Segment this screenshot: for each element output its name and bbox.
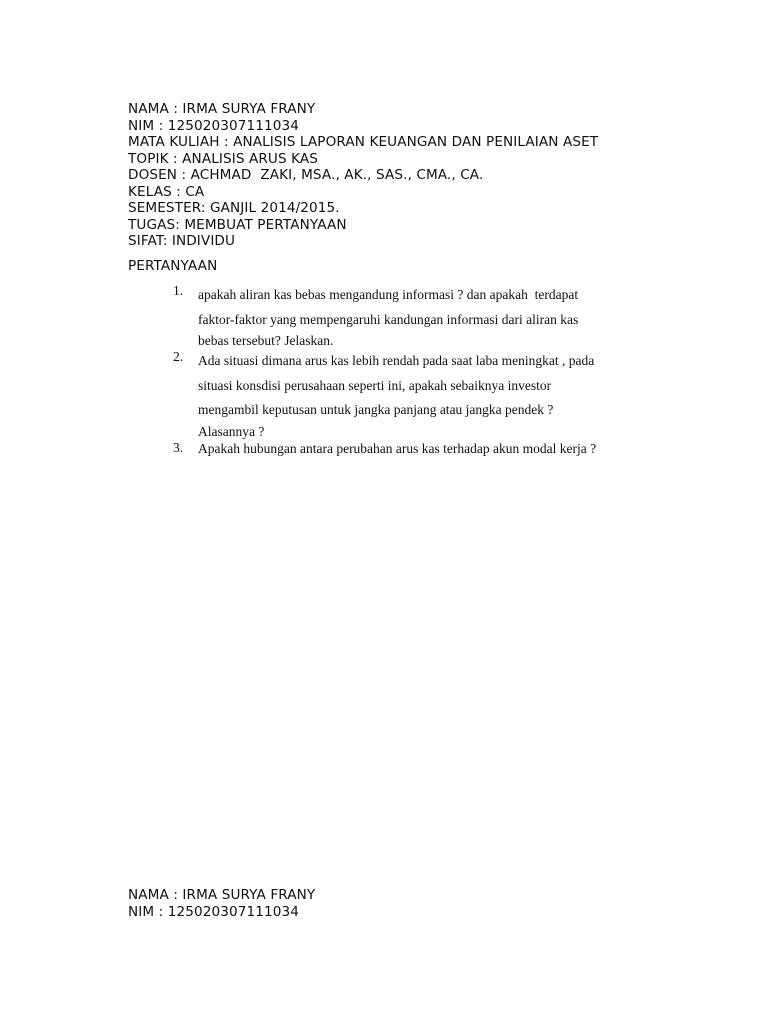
question-text-line: situasi konsdisi perusahaan seperti ini, apakah sebaiknya investor bbox=[198, 377, 552, 393]
question-text-line: mengambil keputusan untuk jangka panjang atau jangka pendek ? bbox=[198, 402, 554, 417]
footer-nim-line: NIM : 125020307111034 bbox=[128, 903, 299, 920]
class-line: KELAS : CA bbox=[128, 183, 205, 200]
footer-name-line: NAMA : IRMA SURYA FRANY bbox=[128, 887, 316, 903]
question-number: 3. bbox=[173, 439, 184, 455]
topic-line: TOPIK : ANALISIS ARUS KAS bbox=[128, 150, 319, 167]
question-item bbox=[128, 349, 688, 440]
student-info-footer bbox=[128, 887, 728, 920]
question-list bbox=[128, 283, 688, 457]
question-text-line: bebas tersebut? Jelaskan. bbox=[198, 333, 334, 348]
student-info-header bbox=[128, 101, 728, 250]
lecturer-line: DOSEN : ACHMAD ZAKI, MSA., AK., SAS., CMA., CA. bbox=[128, 167, 484, 183]
section-title: PERTANYAAN bbox=[128, 258, 218, 274]
question-text-line: Apakah hubungan antara perubahan arus kas terhadap akun modal kerja ? bbox=[198, 440, 597, 456]
question-text-line: Ada situasi dimana arus kas lebih rendah pada saat laba meningkat , pada bbox=[198, 353, 595, 368]
course-line: MATA KULIAH : ANALISIS LAPORAN KEUANGAN DAN PENILAIAN ASET bbox=[128, 134, 599, 150]
question-text-line: faktor-faktor yang mempengaruhi kandungan informasi dari aliran kas bbox=[198, 311, 579, 327]
question-number: 1. bbox=[173, 283, 184, 298]
nim-line: NIM : 125020307111034 bbox=[128, 117, 299, 134]
name-line: NAMA : IRMA SURYA FRANY bbox=[128, 101, 316, 117]
question-item bbox=[128, 440, 688, 457]
nature-line: SIFAT: INDIVIDU bbox=[128, 233, 236, 249]
question-text-line: apakah aliran kas bebas mengandung informasi ? dan apakah terdapat bbox=[198, 287, 579, 302]
assignment-line: TUGAS: MEMBUAT PERTANYAAN bbox=[128, 216, 347, 233]
question-number: 2. bbox=[173, 349, 184, 364]
question-item bbox=[128, 283, 688, 349]
question-text-line: Alasannya ? bbox=[198, 423, 265, 439]
semester-line: SEMESTER: GANJIL 2014/2015. bbox=[128, 200, 340, 216]
